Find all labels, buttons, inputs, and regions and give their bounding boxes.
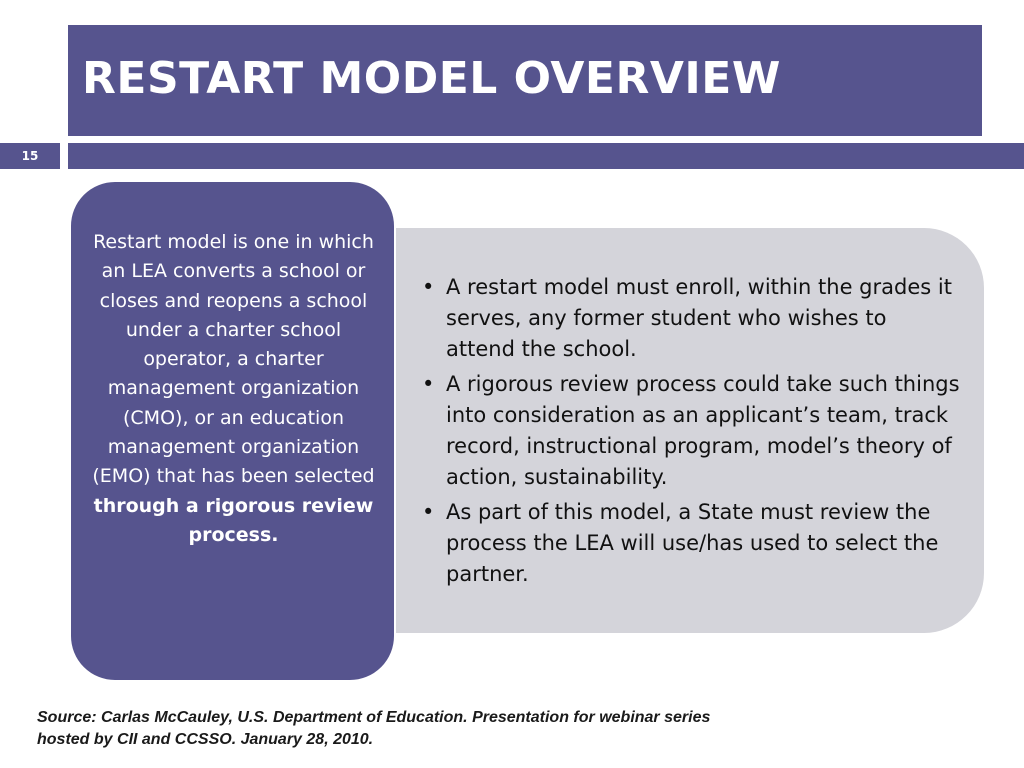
bullet-icon: •	[422, 500, 435, 524]
bullet-icon: •	[422, 275, 435, 299]
bullet-item	[422, 369, 962, 493]
bullet-icon: •	[422, 372, 435, 396]
slide-number: 15	[21, 149, 39, 163]
header-stripe	[68, 143, 1024, 169]
source-line-2: hosted by CII and CCSSO. January 28, 2010.	[37, 731, 374, 748]
title-bar	[68, 25, 982, 136]
slide-number-box	[0, 143, 60, 169]
bullet-text: A rigorous review process could take such things into consideration as an applicant’s team, track record, instructional program, model’s theory of action, sustainability.	[446, 372, 960, 489]
bullet-list	[422, 272, 962, 594]
bullet-item	[422, 497, 962, 590]
definition-body: Restart model is one in which an LEA converts a school or closes and reopens a school under a charter school operator, a charter management organization (CMO), or an education management organization (EMO) that has been selected	[92, 231, 375, 488]
source-line-1: Source: Carlas McCauley, U.S. Department of Education. Presentation for webinar series	[37, 709, 711, 726]
bullet-text: A restart model must enroll, within the grades it serves, any former student who wishes to attend the school.	[446, 275, 952, 361]
definition-text	[91, 228, 376, 550]
bullet-item	[422, 272, 962, 365]
bullet-panel	[330, 228, 984, 633]
slide-title: RESTART MODEL OVERVIEW	[82, 53, 781, 104]
source-citation	[37, 707, 937, 751]
definition-emphasis: through a rigorous review process.	[93, 494, 374, 546]
bullet-text: As part of this model, a State must review the process the LEA will use/has used to select the partner.	[446, 500, 939, 586]
definition-panel	[69, 180, 396, 682]
